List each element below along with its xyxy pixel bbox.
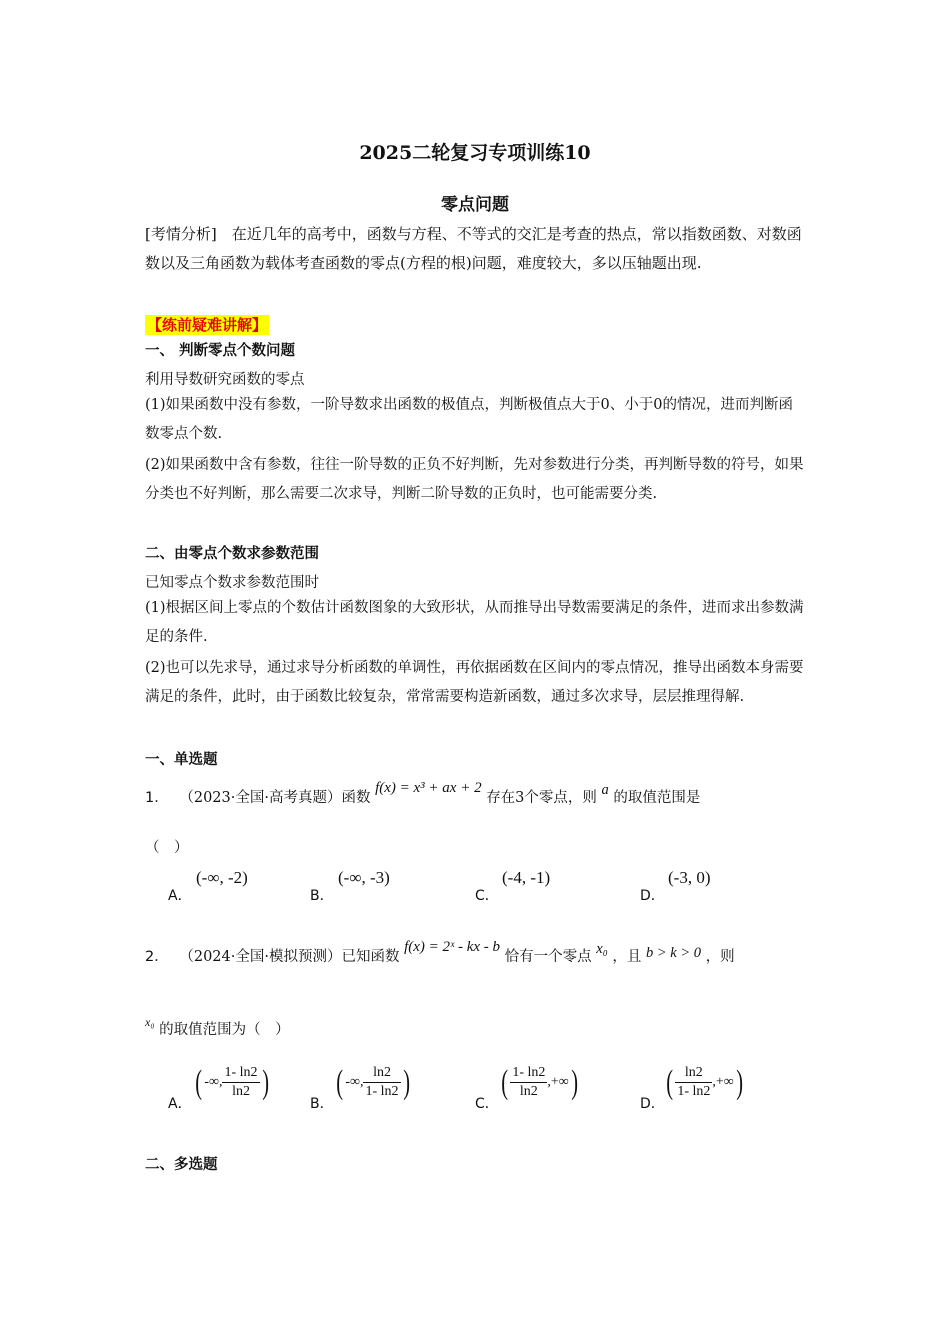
q2-option-c-den: ln2 [519, 1084, 538, 1099]
q2-option-b-den: 1- ln2 [365, 1084, 399, 1099]
q2-option-b-rparen: ) [402, 1063, 410, 1101]
q1-option-c-value[interactable]: (-4, -1) [502, 868, 551, 887]
question-1-formula: f(x) = x³ + ax + 2 [375, 780, 482, 796]
q1-option-d-label[interactable]: D． [640, 888, 665, 904]
question-1-number: 1． [145, 790, 169, 806]
part2-intro: 已知零点个数求参数范围时 [145, 575, 319, 591]
page-title: 2025二轮复习专项训练10 [359, 142, 591, 164]
q2-option-d-label[interactable]: D． [640, 1096, 665, 1112]
q1-option-b-value[interactable]: (-∞, -3) [338, 868, 390, 887]
question-2-line2-var: x₀ [145, 1015, 155, 1029]
q2-option-d-lparen: ( [666, 1063, 674, 1101]
part2-p2: (2)也可以先求导，通过求导分析函数的单调性，再依据函数在区间内的零点情况，推导出函数本身需要满足的条件，此时，由于函数比较复杂，常常需要构造新函数，通过多次求导，层层推理得解. [145, 660, 804, 705]
q2-option-c-value[interactable] [499, 1064, 580, 1101]
question-2-cond-post: ，则 [705, 949, 735, 965]
question-2-after: 恰有一个零点 [504, 949, 592, 965]
question-1-paren: （ ） [145, 840, 189, 856]
part2-heading: 二、由零点个数求参数范围 [145, 546, 319, 562]
question-2-formula: f(x) = 2ˣ - kx - b [404, 939, 501, 955]
q2-option-b-value[interactable] [334, 1064, 412, 1101]
q2-option-a-left: -∞, [204, 1074, 223, 1090]
q1-option-d-value[interactable]: (-3, 0) [668, 868, 711, 887]
single-choice-heading: 一、单选题 [145, 752, 218, 768]
q2-option-a-value[interactable] [193, 1064, 271, 1101]
q2-option-b-lparen: ( [336, 1063, 344, 1101]
q1-option-c-label[interactable]: C． [475, 888, 499, 904]
question-2-cond-pre: ，且 [612, 949, 642, 965]
q1-option-b-label[interactable]: B． [310, 888, 334, 904]
q1-option-a-label[interactable]: A． [168, 888, 192, 904]
q2-option-a-lparen: ( [195, 1063, 203, 1101]
question-2-condition: b > k > 0 [645, 945, 701, 961]
q2-option-c-num: 1- ln2 [510, 1064, 547, 1083]
q2-option-d-value[interactable] [664, 1064, 745, 1101]
q2-option-b-label[interactable]: B． [310, 1096, 334, 1112]
q2-option-d-fraction [675, 1064, 712, 1101]
multi-choice-heading: 二、多选题 [145, 1157, 218, 1173]
q2-option-c-fraction [510, 1064, 547, 1101]
q2-option-b-num: ln2 [363, 1064, 400, 1083]
question-1-tail: 的取值范围是 [613, 790, 701, 806]
question-2-number: 2． [145, 949, 169, 965]
q2-option-b-fraction [363, 1064, 400, 1101]
q2-option-d-rparen: ) [736, 1063, 743, 1101]
analysis-paragraph: [考情分析] 在近几年的高考中，函数与方程、不等式的交汇是考查的热点，常以指数函数、对数函数以及三角函数为载体考查函数的零点(方程的根)问题，难度较大，多以压轴题出现. [145, 225, 802, 272]
part2-p1: (1)根据区间上零点的个数估计函数图象的大致形状，从而推导出导数需要满足的条件，进而求出参数满足的条件. [145, 600, 804, 645]
q2-option-b-left: -∞, [345, 1074, 364, 1090]
question-2-line2-text: 的取值范围为（ ） [159, 1022, 290, 1038]
section-tag: 【练前疑难讲解】 [147, 316, 268, 334]
q2-option-c-rparen: ) [571, 1063, 578, 1101]
question-1 [145, 780, 701, 807]
q2-option-c-right: ,+∞ [547, 1074, 569, 1090]
q2-option-d-num: ln2 [675, 1064, 712, 1083]
q2-option-a-rparen: ) [261, 1063, 269, 1101]
question-1-after: 存在3个零点，则 [486, 790, 597, 806]
question-2 [145, 939, 735, 966]
question-1-source: （2023·全国·高考真题）函数 [179, 790, 371, 806]
q2-option-d-den: 1- ln2 [677, 1084, 711, 1099]
q2-option-c-label[interactable]: C． [475, 1096, 499, 1112]
part1-heading: 一、 判断零点个数问题 [145, 343, 296, 359]
part1-p2: (2)如果函数中含有参数，往往一阶导数的正负不好判断，先对参数进行分类，再判断导数的符号，如果分类也不好判断，那么需要二次求导，判断二阶导数的正负时，也可能需要分类. [145, 457, 804, 502]
q2-option-a-den: ln2 [232, 1084, 250, 1099]
question-2-line2 [145, 1015, 290, 1039]
question-1-var: a [601, 782, 609, 798]
q2-option-a-label[interactable]: A． [168, 1096, 192, 1112]
question-2-source: （2024·全国·模拟预测）已知函数 [179, 949, 400, 965]
page-subtitle: 零点问题 [441, 195, 509, 215]
part1-intro: 利用导数研究函数的零点 [145, 372, 305, 388]
q2-option-a-num: 1- ln2 [222, 1064, 259, 1083]
q2-option-c-lparen: ( [501, 1063, 509, 1101]
q1-option-a-value[interactable]: (-∞, -2) [196, 868, 248, 887]
q2-option-d-right: ,+∞ [712, 1074, 734, 1090]
part1-p1: (1)如果函数中没有参数，一阶导数求出函数的极值点，判断极值点大于0、小于0的情况，进而判断函数零点个数. [145, 397, 793, 442]
question-2-var: x₀ [596, 941, 608, 957]
q2-option-a-fraction [222, 1064, 259, 1101]
